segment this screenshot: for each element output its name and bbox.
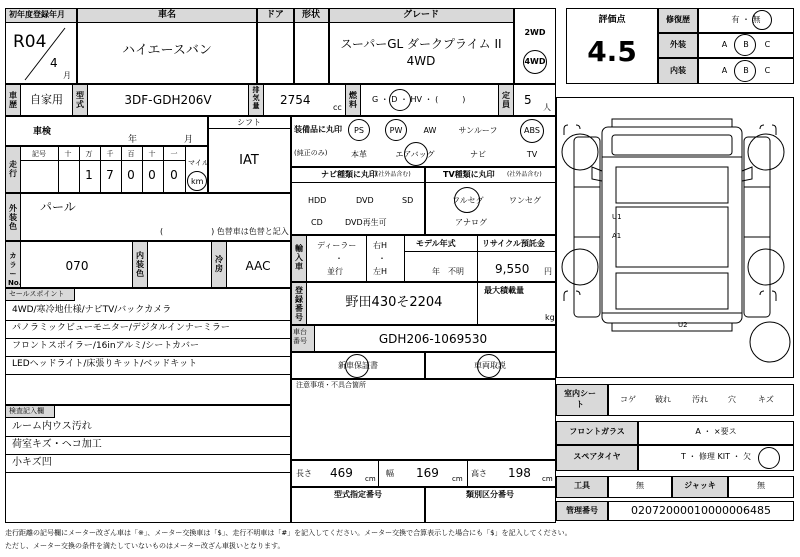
grade-cell bbox=[329, 22, 514, 84]
door-cell bbox=[257, 22, 294, 84]
mileage-sub-label: 記号 bbox=[32, 150, 46, 158]
class-cert-label: 類別区分番号 bbox=[466, 490, 514, 499]
color-no-value: 070 bbox=[65, 259, 89, 273]
length-label: 長さ bbox=[296, 469, 312, 478]
max-load-label: 最大積載量 bbox=[484, 286, 524, 295]
usage-label: 車歴 bbox=[9, 91, 17, 109]
mileage-digit-3: 0 bbox=[127, 168, 135, 182]
tv-label: TV種類に丸印 bbox=[443, 170, 495, 179]
spare-label: スペアタイヤ bbox=[573, 452, 621, 461]
capacity-label: 定員 bbox=[502, 91, 510, 109]
sales-point-4: LEDヘッドライト/床張りキット/ベッドキット bbox=[12, 359, 198, 369]
recycle-value: 9,550 bbox=[495, 262, 530, 276]
inspection-note-1: ルーム内ウス汚れ bbox=[12, 421, 92, 432]
color-no-label: カラーNo. bbox=[8, 252, 22, 287]
mileage-digit-2: 7 bbox=[106, 168, 114, 182]
registration-value: 野田430そ2204 bbox=[345, 295, 443, 310]
mile-label: マイル bbox=[188, 159, 209, 167]
unit-ichi: 一 bbox=[170, 150, 178, 158]
first-reg-month: 4 bbox=[50, 56, 58, 70]
length-unit: cm bbox=[365, 475, 376, 483]
tv-fullseg: フルセグ bbox=[452, 196, 484, 205]
interior-b-circle bbox=[734, 60, 756, 82]
diagram-mark-u2: U2 bbox=[678, 321, 688, 329]
chassis-label: 車台番号 bbox=[293, 328, 307, 345]
tools-value: 無 bbox=[636, 481, 644, 490]
notes-block bbox=[291, 379, 556, 460]
repair-label: 修復歴 bbox=[666, 15, 690, 24]
unit-sen: 千 bbox=[106, 150, 114, 158]
width-label: 幅 bbox=[386, 469, 394, 478]
equip-navi: ナビ bbox=[470, 150, 486, 159]
mileage-digit-4: 0 bbox=[148, 168, 156, 182]
length-value: 469 bbox=[330, 466, 353, 480]
inspection-year: 年 bbox=[128, 135, 138, 145]
cc-unit: cc bbox=[333, 103, 342, 112]
color-value: パール bbox=[40, 200, 76, 214]
import-dot2: ・ bbox=[378, 254, 386, 263]
shape-cell bbox=[294, 22, 329, 84]
model-label: 型式 bbox=[76, 91, 84, 109]
score-value: 4.5 bbox=[587, 35, 637, 68]
cert-manual-circle bbox=[477, 354, 501, 378]
tv-fullseg-circle bbox=[454, 187, 480, 213]
km-label: km bbox=[191, 177, 204, 186]
registration-label: 登録番号 bbox=[295, 286, 303, 322]
disp-label: 排気量 bbox=[252, 86, 260, 110]
interior-score-label: 内装 bbox=[670, 66, 686, 75]
footer-line1: 走行距離の記号欄にメーター改ざん車は「※」、メーター交換車は「$」、走行不明車は「#」を記入してください。メーター交換で合算表示した場合にも「$」を記入してください。 bbox=[5, 529, 572, 537]
unit-hyaku: 百 bbox=[127, 150, 135, 158]
interior-sheet-opt5: キズ bbox=[758, 395, 774, 404]
car-name: ハイエースバン bbox=[122, 43, 212, 58]
usage-value: 自家用 bbox=[30, 93, 63, 106]
height-label: 高さ bbox=[471, 469, 487, 478]
ac-label: 冷房 bbox=[215, 255, 223, 273]
jack-value: 無 bbox=[757, 481, 765, 490]
spare-opts: T ・ 修理 KIT ・ 欠 bbox=[680, 452, 752, 461]
first-reg-era: R04 bbox=[13, 32, 47, 52]
equip-aw: AW bbox=[423, 126, 437, 135]
month-unit: 月 bbox=[63, 71, 71, 80]
model-year-label: モデル年式 bbox=[416, 239, 456, 248]
shift-label: シフト bbox=[237, 118, 261, 127]
model-year-value: 年 不明 bbox=[432, 267, 464, 276]
recycle-unit: 円 bbox=[544, 267, 552, 276]
drive-opt-2wd: 2WD bbox=[524, 28, 546, 37]
equip-leather: 本革 bbox=[351, 150, 367, 159]
inspection-label: 車検 bbox=[33, 127, 52, 137]
interior-label: 内装色 bbox=[136, 251, 144, 278]
color-label: 外装色 bbox=[9, 204, 17, 231]
chassis-value: GDH206-1069530 bbox=[378, 332, 488, 346]
navi-cd: CD bbox=[311, 218, 323, 227]
mgmt-label: 管理番号 bbox=[566, 506, 598, 515]
unit-jyu-man: 十 bbox=[64, 150, 72, 158]
exterior-b-circle bbox=[734, 34, 756, 56]
repair-value: 有 ・ 無 bbox=[731, 15, 761, 24]
fuel-label: 燃料 bbox=[349, 91, 357, 109]
diagram-mark-a1: A1 bbox=[612, 232, 622, 240]
fuel-d-circle bbox=[389, 89, 411, 111]
equipment-label2: (純正のみ) bbox=[294, 149, 328, 157]
equip-airbag-circle bbox=[404, 142, 428, 166]
sales-point-2: パノラミックビューモニター/デジタルインナーミラー bbox=[12, 323, 230, 333]
import-parallel: 並行 bbox=[327, 267, 343, 276]
tools-label: 工具 bbox=[574, 481, 590, 490]
cert-warranty: 新車保証書 bbox=[338, 361, 378, 370]
capacity-value: 5 bbox=[524, 93, 532, 107]
inspection-notes-label: 検査記入欄 bbox=[9, 407, 44, 415]
fuel-opts: G ・ D ・ HV ・ ( ) bbox=[372, 95, 466, 104]
navi-label: ナビ種類に丸印 bbox=[321, 170, 377, 179]
disp-value: 2754 bbox=[280, 93, 311, 107]
model-value: 3DF-GDH206V bbox=[124, 93, 212, 107]
interior-sheet-opt4: 穴 bbox=[728, 395, 736, 404]
interior-sheet-opt3: 汚れ bbox=[692, 395, 708, 404]
grade-line1: スーパーGL ダークプライム II bbox=[340, 37, 502, 51]
score-label: 評価点 bbox=[598, 15, 626, 25]
tv-oneseg: ワンセグ bbox=[509, 196, 541, 205]
equip-tv: TV bbox=[526, 150, 538, 159]
spare-none-circle bbox=[758, 447, 780, 469]
equip-abs-circle bbox=[520, 119, 544, 143]
sales-point-1: 4WD/寒冷地仕様/ナビTV/バックカメラ bbox=[12, 305, 172, 315]
tv-sub: (社外品含む) bbox=[507, 171, 542, 178]
navi-sub: (社外品含む) bbox=[376, 171, 411, 178]
equip-ps-circle bbox=[348, 119, 370, 141]
footer-line2: ただし、メーター交換の条件を満たしていないものはメーター改ざん車扱いとなります。 bbox=[5, 542, 285, 550]
interior-sheet-opt1: コゲ bbox=[620, 395, 636, 404]
car-name-label: 車名 bbox=[157, 10, 177, 20]
diagram-mark-u1: U1 bbox=[612, 213, 622, 221]
mileage-digit-1: 1 bbox=[85, 168, 93, 182]
inspection-note-3: 小キズ凹 bbox=[12, 457, 52, 468]
grade-label: グレード bbox=[402, 10, 440, 20]
windshield-opts: A ・ ×要ス bbox=[695, 427, 737, 436]
shift-value: IAT bbox=[239, 153, 259, 168]
navi-dvd-play: DVD再生可 bbox=[345, 218, 387, 227]
km-circle bbox=[187, 171, 207, 191]
recycle-label: リサイクル預託金 bbox=[482, 239, 545, 248]
equip-abs: ABS bbox=[524, 126, 540, 135]
navi-hdd: HDD bbox=[308, 196, 327, 205]
notes-label: 注意事項・不具合箇所 bbox=[296, 381, 366, 389]
equip-ps: PS bbox=[354, 126, 364, 135]
equip-pw-circle bbox=[385, 119, 407, 141]
jack-label: ジャッキ bbox=[684, 481, 716, 490]
import-rh: 右H bbox=[373, 241, 388, 250]
inspection-note-2: 荷室キズ・ヘコ加工 bbox=[12, 439, 102, 450]
color-change-note: ( ) 色替車は色替と記入 bbox=[160, 227, 289, 236]
type-cert-label: 型式指定番号 bbox=[334, 490, 382, 499]
exterior-label: 外装 bbox=[670, 40, 686, 49]
mileage-digit-5: 0 bbox=[170, 168, 178, 182]
door-label: ドア bbox=[266, 10, 284, 20]
equip-pw: PW bbox=[389, 126, 403, 135]
inspection-month: 月 bbox=[184, 135, 194, 145]
unit-man: 万 bbox=[85, 150, 93, 158]
cert-warranty-circle bbox=[345, 354, 369, 378]
width-unit: cm bbox=[452, 475, 463, 483]
interior-grades: A B C bbox=[721, 66, 771, 75]
repair-none-circle bbox=[752, 10, 772, 30]
unit-jyu: 十 bbox=[148, 150, 156, 158]
equipment-label: 装備品に丸印 bbox=[294, 125, 342, 134]
width-value: 169 bbox=[416, 466, 439, 480]
equip-airbag: エアバッグ bbox=[395, 150, 435, 159]
exterior-grades: A B C bbox=[721, 40, 771, 49]
max-load-unit: kg bbox=[545, 313, 555, 322]
import-dot1: ・ bbox=[335, 254, 343, 263]
drive-opt-4wd: 4WD bbox=[524, 57, 546, 66]
windshield-label: フロントガラス bbox=[569, 427, 625, 436]
height-unit: cm bbox=[542, 475, 553, 483]
import-dealer: ディーラー bbox=[317, 241, 357, 250]
import-label: 輸入車 bbox=[295, 244, 303, 271]
mgmt-value: 02072000010000006485 bbox=[631, 504, 771, 517]
ac-value: AAC bbox=[245, 259, 271, 273]
import-lh: 左H bbox=[373, 267, 388, 276]
cert-manual: 車両取説 bbox=[474, 361, 506, 370]
interior-sheet-label: 室内シート bbox=[564, 389, 596, 409]
interior-sheet-opt2: 破れ bbox=[655, 395, 671, 404]
sales-point-3: フロントスポイラー/16inアルミ/シートカバー bbox=[12, 341, 200, 351]
capacity-unit: 人 bbox=[543, 103, 551, 112]
sales-points-label: セールスポイント bbox=[9, 290, 65, 298]
equip-sunroof: サンルーフ bbox=[458, 126, 498, 135]
tv-analog: アナログ bbox=[455, 218, 487, 227]
height-value: 198 bbox=[508, 466, 531, 480]
navi-dvd: DVD bbox=[356, 196, 374, 205]
first-reg-label: 初年度登録年月 bbox=[9, 10, 65, 19]
grade-line2: 4WD bbox=[406, 54, 436, 68]
navi-sd: SD bbox=[402, 196, 414, 205]
car-diagram bbox=[556, 97, 794, 378]
mileage-label: 走行 bbox=[9, 160, 17, 178]
shape-label: 形状 bbox=[301, 10, 321, 20]
drive-4wd-circle bbox=[523, 50, 547, 74]
